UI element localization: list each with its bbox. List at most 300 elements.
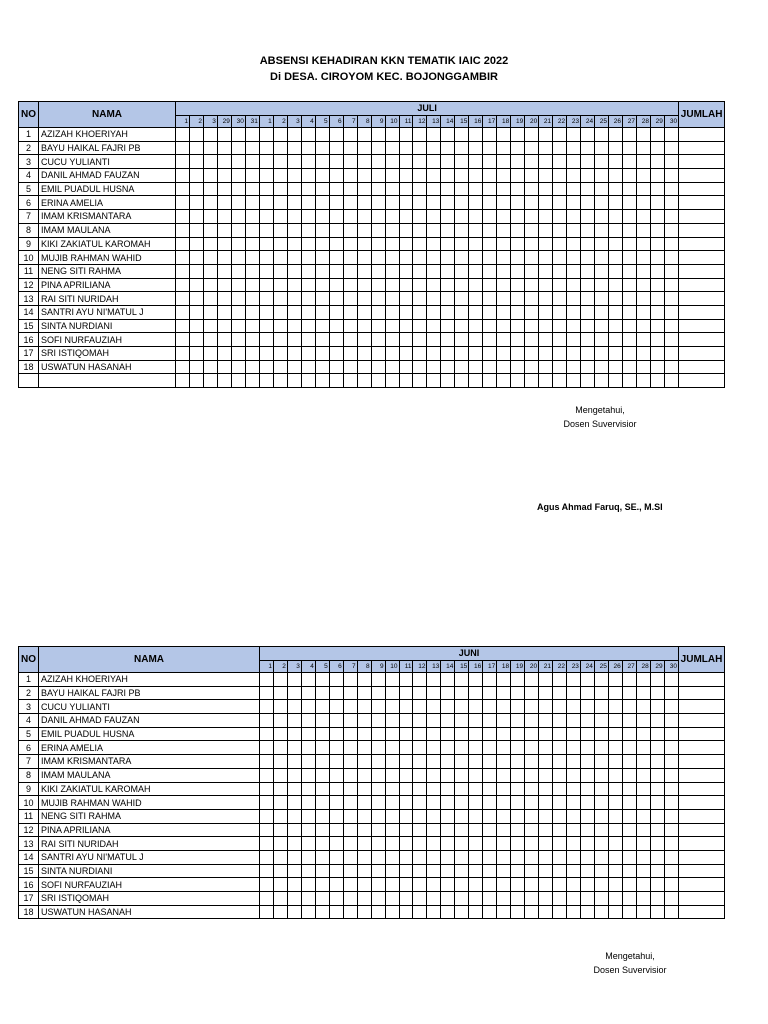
attendance-cell[interactable] [581, 182, 595, 196]
attendance-cell[interactable] [622, 796, 636, 810]
attendance-cell[interactable] [399, 237, 413, 251]
attendance-cell[interactable] [413, 864, 427, 878]
attendance-cell[interactable] [664, 850, 678, 864]
attendance-cell[interactable] [664, 251, 678, 265]
attendance-cell[interactable] [287, 196, 301, 210]
attendance-cell[interactable] [301, 374, 315, 388]
attendance-cell[interactable] [231, 210, 245, 224]
attendance-cell[interactable] [511, 182, 525, 196]
attendance-cell[interactable] [301, 864, 315, 878]
attendance-cell[interactable] [497, 796, 511, 810]
attendance-cell[interactable] [245, 251, 259, 265]
attendance-cell[interactable] [260, 782, 274, 796]
attendance-cell[interactable] [245, 182, 259, 196]
attendance-cell[interactable] [553, 347, 567, 361]
attendance-cell[interactable] [539, 360, 553, 374]
attendance-cell[interactable] [623, 251, 637, 265]
attendance-cell[interactable] [497, 864, 511, 878]
attendance-cell[interactable] [427, 128, 441, 142]
attendance-cell[interactable] [664, 155, 678, 169]
attendance-cell[interactable] [343, 196, 357, 210]
attendance-cell[interactable] [497, 374, 511, 388]
attendance-cell[interactable] [580, 727, 594, 741]
attendance-cell[interactable] [483, 182, 497, 196]
attendance-cell[interactable] [581, 305, 595, 319]
attendance-cell[interactable] [301, 155, 315, 169]
attendance-cell[interactable] [343, 864, 357, 878]
attendance-cell[interactable] [650, 333, 664, 347]
attendance-cell[interactable] [287, 782, 301, 796]
attendance-cell[interactable] [259, 360, 273, 374]
attendance-cell[interactable] [371, 182, 385, 196]
attendance-cell[interactable] [622, 905, 636, 919]
attendance-cell[interactable] [357, 169, 371, 183]
attendance-cell[interactable] [357, 864, 371, 878]
attendance-cell[interactable] [413, 796, 427, 810]
attendance-cell[interactable] [329, 755, 343, 769]
attendance-cell[interactable] [385, 714, 399, 728]
attendance-cell[interactable] [650, 237, 664, 251]
attendance-cell[interactable] [385, 768, 399, 782]
attendance-cell[interactable] [539, 169, 553, 183]
attendance-cell[interactable] [217, 128, 231, 142]
attendance-cell[interactable] [301, 305, 315, 319]
attendance-cell[interactable] [287, 374, 301, 388]
attendance-cell[interactable] [567, 292, 581, 306]
attendance-cell[interactable] [650, 714, 664, 728]
attendance-cell[interactable] [566, 823, 580, 837]
attendance-cell[interactable] [287, 837, 301, 851]
attendance-cell[interactable] [664, 755, 678, 769]
attendance-cell[interactable] [580, 850, 594, 864]
attendance-cell[interactable] [273, 278, 287, 292]
attendance-cell[interactable] [650, 755, 664, 769]
attendance-cell[interactable] [483, 700, 497, 714]
attendance-cell[interactable] [399, 714, 413, 728]
attendance-cell[interactable] [595, 155, 609, 169]
attendance-cell[interactable] [287, 360, 301, 374]
attendance-cell[interactable] [357, 182, 371, 196]
attendance-cell[interactable] [357, 196, 371, 210]
attendance-cell[interactable] [231, 292, 245, 306]
attendance-cell[interactable] [636, 223, 650, 237]
attendance-cell[interactable] [217, 360, 231, 374]
attendance-cell[interactable] [623, 360, 637, 374]
attendance-cell[interactable] [371, 837, 385, 851]
attendance-cell[interactable] [343, 374, 357, 388]
attendance-cell[interactable] [231, 141, 245, 155]
attendance-cell[interactable] [189, 141, 203, 155]
attendance-cell[interactable] [385, 905, 399, 919]
attendance-cell[interactable] [650, 850, 664, 864]
attendance-cell[interactable] [567, 128, 581, 142]
attendance-cell[interactable] [581, 374, 595, 388]
attendance-cell[interactable] [176, 305, 190, 319]
attendance-cell[interactable] [581, 347, 595, 361]
attendance-cell[interactable] [399, 374, 413, 388]
attendance-cell[interactable] [273, 673, 287, 687]
attendance-cell[interactable] [413, 278, 427, 292]
attendance-cell[interactable] [483, 905, 497, 919]
attendance-cell[interactable] [650, 864, 664, 878]
attendance-cell[interactable] [259, 223, 273, 237]
attendance-cell[interactable] [650, 141, 664, 155]
attendance-cell[interactable] [650, 700, 664, 714]
attendance-cell[interactable] [329, 292, 343, 306]
attendance-cell[interactable] [245, 374, 259, 388]
attendance-cell[interactable] [413, 182, 427, 196]
attendance-cell[interactable] [413, 673, 427, 687]
attendance-cell[interactable] [553, 278, 567, 292]
attendance-cell[interactable] [609, 360, 623, 374]
attendance-cell[interactable] [176, 169, 190, 183]
attendance-cell[interactable] [650, 169, 664, 183]
attendance-cell[interactable] [287, 864, 301, 878]
attendance-cell[interactable] [203, 169, 217, 183]
attendance-cell[interactable] [287, 347, 301, 361]
attendance-cell[interactable] [664, 169, 678, 183]
attendance-cell[interactable] [441, 237, 455, 251]
jumlah-cell[interactable] [679, 292, 725, 306]
attendance-cell[interactable] [357, 347, 371, 361]
attendance-cell[interactable] [315, 237, 329, 251]
attendance-cell[interactable] [245, 169, 259, 183]
attendance-cell[interactable] [511, 305, 525, 319]
attendance-cell[interactable] [357, 210, 371, 224]
attendance-cell[interactable] [427, 714, 441, 728]
attendance-cell[interactable] [581, 223, 595, 237]
attendance-cell[interactable] [525, 864, 539, 878]
attendance-cell[interactable] [580, 755, 594, 769]
attendance-cell[interactable] [455, 864, 469, 878]
attendance-cell[interactable] [385, 347, 399, 361]
attendance-cell[interactable] [245, 155, 259, 169]
attendance-cell[interactable] [273, 155, 287, 169]
attendance-cell[interactable] [315, 686, 329, 700]
attendance-cell[interactable] [427, 700, 441, 714]
attendance-cell[interactable] [595, 128, 609, 142]
attendance-cell[interactable] [176, 182, 190, 196]
attendance-cell[interactable] [385, 673, 399, 687]
attendance-cell[interactable] [622, 809, 636, 823]
attendance-cell[interactable] [566, 768, 580, 782]
attendance-cell[interactable] [413, 210, 427, 224]
attendance-cell[interactable] [245, 305, 259, 319]
attendance-cell[interactable] [511, 210, 525, 224]
attendance-cell[interactable] [664, 727, 678, 741]
jumlah-cell[interactable] [679, 755, 725, 769]
attendance-cell[interactable] [650, 892, 664, 906]
attendance-cell[interactable] [636, 850, 650, 864]
attendance-cell[interactable] [357, 278, 371, 292]
attendance-cell[interactable] [483, 892, 497, 906]
attendance-cell[interactable] [525, 727, 539, 741]
attendance-cell[interactable] [441, 782, 455, 796]
attendance-cell[interactable] [441, 278, 455, 292]
attendance-cell[interactable] [399, 128, 413, 142]
attendance-cell[interactable] [441, 196, 455, 210]
attendance-cell[interactable] [608, 850, 622, 864]
attendance-cell[interactable] [427, 741, 441, 755]
attendance-cell[interactable] [539, 182, 553, 196]
attendance-cell[interactable] [609, 251, 623, 265]
attendance-cell[interactable] [608, 714, 622, 728]
attendance-cell[interactable] [385, 727, 399, 741]
attendance-cell[interactable] [469, 155, 483, 169]
attendance-cell[interactable] [329, 196, 343, 210]
attendance-cell[interactable] [664, 892, 678, 906]
attendance-cell[interactable] [497, 714, 511, 728]
attendance-cell[interactable] [469, 755, 483, 769]
attendance-cell[interactable] [189, 155, 203, 169]
attendance-cell[interactable] [623, 141, 637, 155]
attendance-cell[interactable] [371, 768, 385, 782]
attendance-cell[interactable] [301, 360, 315, 374]
attendance-cell[interactable] [176, 251, 190, 265]
attendance-cell[interactable] [553, 878, 567, 892]
attendance-cell[interactable] [315, 796, 329, 810]
attendance-cell[interactable] [483, 850, 497, 864]
attendance-cell[interactable] [287, 223, 301, 237]
attendance-cell[interactable] [357, 796, 371, 810]
jumlah-cell[interactable] [679, 360, 725, 374]
attendance-cell[interactable] [650, 782, 664, 796]
attendance-cell[interactable] [455, 878, 469, 892]
attendance-cell[interactable] [553, 305, 567, 319]
attendance-cell[interactable] [441, 809, 455, 823]
attendance-cell[interactable] [594, 823, 608, 837]
attendance-cell[interactable] [231, 169, 245, 183]
attendance-cell[interactable] [483, 319, 497, 333]
attendance-cell[interactable] [217, 319, 231, 333]
attendance-cell[interactable] [664, 864, 678, 878]
attendance-cell[interactable] [399, 210, 413, 224]
attendance-cell[interactable] [260, 755, 274, 769]
jumlah-cell[interactable] [679, 864, 725, 878]
attendance-cell[interactable] [636, 686, 650, 700]
attendance-cell[interactable] [664, 878, 678, 892]
attendance-cell[interactable] [539, 878, 553, 892]
attendance-cell[interactable] [301, 741, 315, 755]
attendance-cell[interactable] [176, 278, 190, 292]
attendance-cell[interactable] [273, 905, 287, 919]
attendance-cell[interactable] [203, 264, 217, 278]
attendance-cell[interactable] [399, 360, 413, 374]
attendance-cell[interactable] [413, 347, 427, 361]
attendance-cell[interactable] [539, 128, 553, 142]
attendance-cell[interactable] [413, 223, 427, 237]
attendance-cell[interactable] [566, 864, 580, 878]
attendance-cell[interactable] [469, 768, 483, 782]
attendance-cell[interactable] [329, 319, 343, 333]
attendance-cell[interactable] [609, 155, 623, 169]
attendance-cell[interactable] [385, 837, 399, 851]
attendance-cell[interactable] [231, 251, 245, 265]
attendance-cell[interactable] [301, 892, 315, 906]
attendance-cell[interactable] [343, 155, 357, 169]
attendance-cell[interactable] [357, 686, 371, 700]
attendance-cell[interactable] [315, 714, 329, 728]
attendance-cell[interactable] [287, 727, 301, 741]
attendance-cell[interactable] [455, 128, 469, 142]
attendance-cell[interactable] [441, 169, 455, 183]
attendance-cell[interactable] [580, 741, 594, 755]
attendance-cell[interactable] [664, 182, 678, 196]
attendance-cell[interactable] [413, 850, 427, 864]
attendance-cell[interactable] [511, 223, 525, 237]
attendance-cell[interactable] [553, 837, 567, 851]
attendance-cell[interactable] [385, 182, 399, 196]
attendance-cell[interactable] [357, 905, 371, 919]
attendance-cell[interactable] [664, 700, 678, 714]
attendance-cell[interactable] [497, 223, 511, 237]
attendance-cell[interactable] [189, 333, 203, 347]
attendance-cell[interactable] [329, 905, 343, 919]
attendance-cell[interactable] [343, 755, 357, 769]
attendance-cell[interactable] [483, 673, 497, 687]
attendance-cell[interactable] [385, 823, 399, 837]
attendance-cell[interactable] [455, 237, 469, 251]
attendance-cell[interactable] [245, 210, 259, 224]
attendance-cell[interactable] [273, 237, 287, 251]
attendance-cell[interactable] [287, 714, 301, 728]
jumlah-cell[interactable] [679, 196, 725, 210]
attendance-cell[interactable] [231, 196, 245, 210]
attendance-cell[interactable] [399, 673, 413, 687]
attendance-cell[interactable] [455, 686, 469, 700]
attendance-cell[interactable] [469, 223, 483, 237]
attendance-cell[interactable] [399, 727, 413, 741]
attendance-cell[interactable] [385, 796, 399, 810]
attendance-cell[interactable] [511, 673, 525, 687]
attendance-cell[interactable] [427, 278, 441, 292]
attendance-cell[interactable] [469, 141, 483, 155]
attendance-cell[interactable] [329, 823, 343, 837]
attendance-cell[interactable] [664, 782, 678, 796]
attendance-cell[interactable] [385, 755, 399, 769]
attendance-cell[interactable] [315, 673, 329, 687]
attendance-cell[interactable] [622, 892, 636, 906]
attendance-cell[interactable] [636, 823, 650, 837]
attendance-cell[interactable] [636, 210, 650, 224]
attendance-cell[interactable] [399, 196, 413, 210]
attendance-cell[interactable] [469, 782, 483, 796]
attendance-cell[interactable] [525, 850, 539, 864]
attendance-cell[interactable] [343, 809, 357, 823]
attendance-cell[interactable] [580, 796, 594, 810]
attendance-cell[interactable] [260, 673, 274, 687]
attendance-cell[interactable] [441, 182, 455, 196]
attendance-cell[interactable] [595, 360, 609, 374]
attendance-cell[interactable] [650, 292, 664, 306]
attendance-cell[interactable] [664, 210, 678, 224]
attendance-cell[interactable] [315, 864, 329, 878]
attendance-cell[interactable] [385, 360, 399, 374]
attendance-cell[interactable] [594, 755, 608, 769]
attendance-cell[interactable] [636, 155, 650, 169]
attendance-cell[interactable] [553, 333, 567, 347]
attendance-cell[interactable] [594, 768, 608, 782]
attendance-cell[interactable] [427, 905, 441, 919]
attendance-cell[interactable] [553, 196, 567, 210]
attendance-cell[interactable] [608, 878, 622, 892]
attendance-cell[interactable] [594, 796, 608, 810]
attendance-cell[interactable] [539, 141, 553, 155]
attendance-cell[interactable] [287, 128, 301, 142]
attendance-cell[interactable] [273, 141, 287, 155]
attendance-cell[interactable] [525, 278, 539, 292]
attendance-cell[interactable] [217, 155, 231, 169]
attendance-cell[interactable] [636, 196, 650, 210]
attendance-cell[interactable] [567, 347, 581, 361]
attendance-cell[interactable] [399, 141, 413, 155]
attendance-cell[interactable] [469, 727, 483, 741]
attendance-cell[interactable] [176, 264, 190, 278]
attendance-cell[interactable] [609, 305, 623, 319]
attendance-cell[interactable] [441, 319, 455, 333]
jumlah-cell[interactable] [679, 741, 725, 755]
attendance-cell[interactable] [650, 251, 664, 265]
attendance-cell[interactable] [301, 796, 315, 810]
attendance-cell[interactable] [329, 169, 343, 183]
attendance-cell[interactable] [567, 223, 581, 237]
attendance-cell[interactable] [399, 292, 413, 306]
jumlah-cell[interactable] [679, 837, 725, 851]
attendance-cell[interactable] [427, 155, 441, 169]
attendance-cell[interactable] [636, 251, 650, 265]
attendance-cell[interactable] [315, 155, 329, 169]
attendance-cell[interactable] [357, 782, 371, 796]
attendance-cell[interactable] [203, 223, 217, 237]
attendance-cell[interactable] [525, 905, 539, 919]
attendance-cell[interactable] [343, 169, 357, 183]
attendance-cell[interactable] [650, 155, 664, 169]
attendance-cell[interactable] [566, 837, 580, 851]
attendance-cell[interactable] [539, 768, 553, 782]
attendance-cell[interactable] [371, 237, 385, 251]
attendance-cell[interactable] [595, 223, 609, 237]
attendance-cell[interactable] [315, 905, 329, 919]
attendance-cell[interactable] [497, 360, 511, 374]
attendance-cell[interactable] [581, 210, 595, 224]
attendance-cell[interactable] [385, 128, 399, 142]
attendance-cell[interactable] [441, 155, 455, 169]
attendance-cell[interactable] [664, 141, 678, 155]
attendance-cell[interactable] [385, 809, 399, 823]
attendance-cell[interactable] [567, 237, 581, 251]
attendance-cell[interactable] [371, 141, 385, 155]
attendance-cell[interactable] [567, 360, 581, 374]
attendance-cell[interactable] [315, 210, 329, 224]
attendance-cell[interactable] [581, 264, 595, 278]
attendance-cell[interactable] [441, 796, 455, 810]
jumlah-cell[interactable] [679, 768, 725, 782]
attendance-cell[interactable] [385, 333, 399, 347]
attendance-cell[interactable] [176, 128, 190, 142]
attendance-cell[interactable] [622, 823, 636, 837]
attendance-cell[interactable] [259, 374, 273, 388]
attendance-cell[interactable] [609, 141, 623, 155]
attendance-cell[interactable] [511, 850, 525, 864]
attendance-cell[interactable] [525, 292, 539, 306]
attendance-cell[interactable] [608, 809, 622, 823]
attendance-cell[interactable] [399, 850, 413, 864]
attendance-cell[interactable] [343, 319, 357, 333]
attendance-cell[interactable] [176, 237, 190, 251]
attendance-cell[interactable] [385, 782, 399, 796]
attendance-cell[interactable] [594, 714, 608, 728]
attendance-cell[interactable] [260, 878, 274, 892]
